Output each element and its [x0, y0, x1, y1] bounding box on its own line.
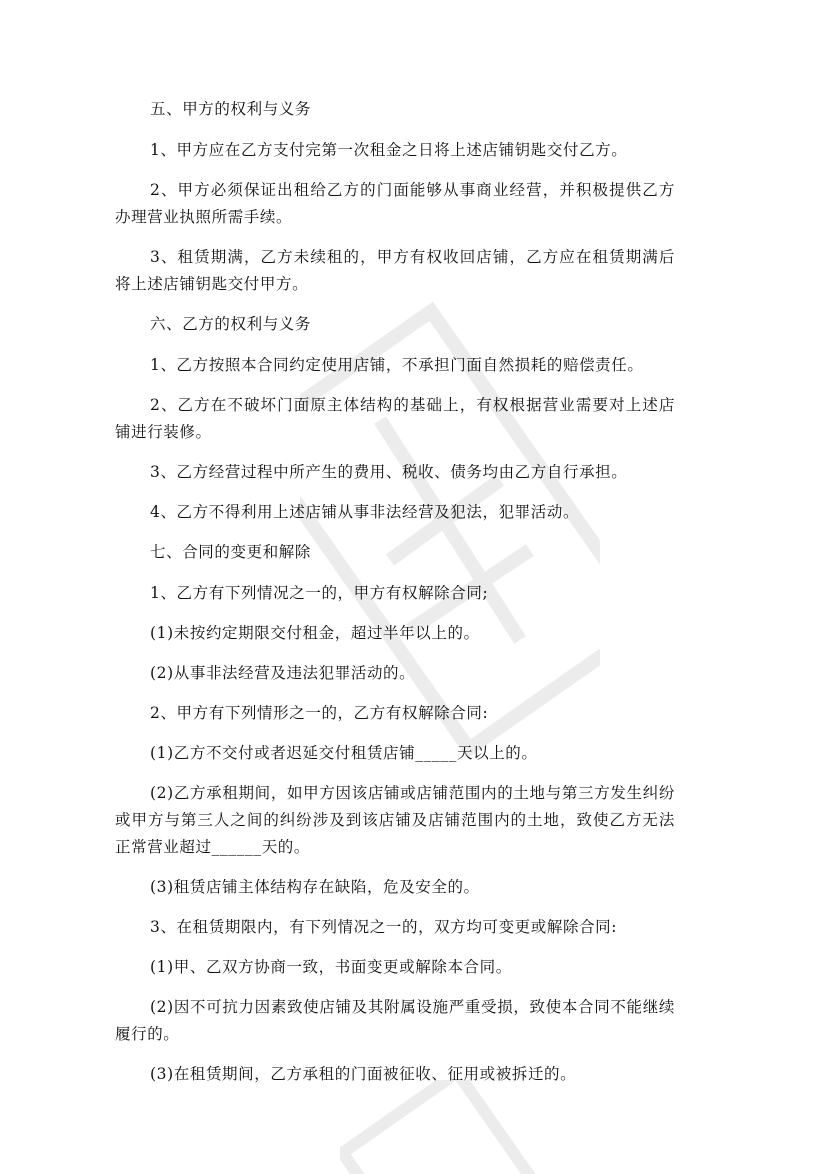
clause-paragraph: 2、乙方在不破坏门面原主体结构的基础上，有权根据营业需要对上述店铺进行装修。	[115, 396, 675, 441]
sub-clause-paragraph: (1)甲、乙双方协商一致，书面变更或解除本合同。	[150, 958, 512, 976]
clause-paragraph: 1、甲方应在乙方支付完第一次租金之日将上述店铺钥匙交付乙方。	[150, 141, 628, 159]
clause-paragraph: 3、租赁期满，乙方未续租的，甲方有权收回店铺，乙方应在租赁期满后将上述店铺钥匙交付甲方。	[115, 248, 675, 293]
sub-clause-paragraph: (2)从事非法经营及违法犯罪活动的。	[150, 664, 416, 682]
sub-clause-paragraph: (2)乙方承租期间，如甲方因该店铺或店铺范围内的土地与第三方发生纠纷或甲方与第三人之间的纠纷涉及到该店铺及店铺范围内的土地，致使乙方无法正常营业超过______天的。	[115, 784, 675, 856]
clause-paragraph: 1、乙方按照本合同约定使用店铺，不承担门面自然损耗的赔偿责任。	[150, 356, 644, 374]
sub-clause-paragraph: (1)乙方不交付或者迟延交付租赁店铺_____天以上的。	[150, 744, 538, 762]
sub-clause-paragraph: (2)因不可抗力因素致使店铺及其附属设施严重受损，致使本合同不能继续履行的。	[115, 998, 675, 1043]
section-heading-7: 七、合同的变更和解除	[150, 543, 312, 561]
clause-paragraph: 3、乙方经营过程中所产生的费用、税收、债务均由乙方自行承担。	[150, 463, 628, 481]
section-heading-6: 六、乙方的权利与义务	[150, 315, 312, 333]
sub-clause-paragraph: (3)租赁店铺主体结构存在缺陷，危及安全的。	[150, 878, 480, 896]
clause-paragraph: 2、甲方有下列情形之一的，乙方有权解除合同:	[150, 704, 489, 722]
clause-paragraph: 4、乙方不得利用上述店铺从事非法经营及犯法，犯罪活动。	[150, 503, 580, 521]
clause-paragraph: 3、在租赁期限内，有下列情况之一的，双方均可变更或解除合同:	[150, 918, 618, 936]
section-heading-5: 五、甲方的权利与义务	[150, 100, 312, 118]
clause-paragraph: 2、甲方必须保证出租给乙方的门面能够从事商业经营，并积极提供乙方办理营业执照所需手续。	[115, 181, 675, 226]
document-body	[115, 96, 675, 1101]
sub-clause-paragraph: (1)未按约定期限交付租金，超过半年以上的。	[150, 624, 480, 642]
clause-paragraph: 1、乙方有下列情况之一的，甲方有权解除合同;	[150, 584, 489, 602]
sub-clause-paragraph: (3)在租赁期间，乙方承租的门面被征收、征用或被拆迁的。	[150, 1065, 577, 1083]
